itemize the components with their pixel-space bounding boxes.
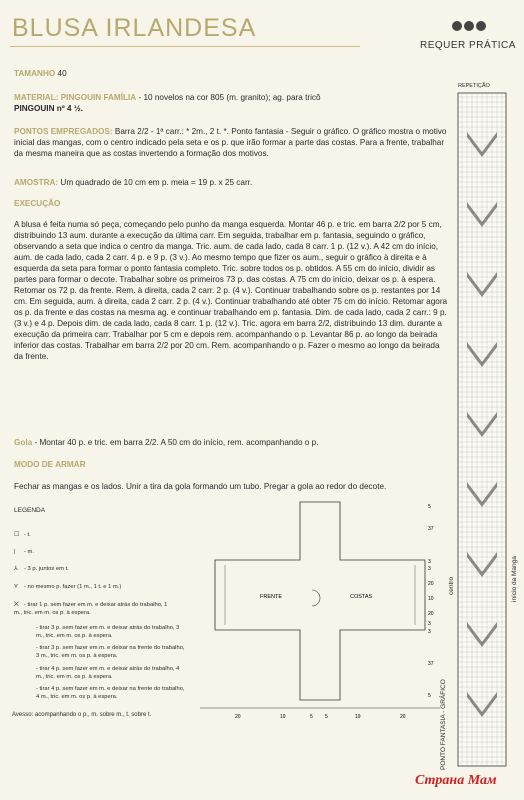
svg-text:19: 19 [355, 714, 361, 720]
legend-title: LEGENDA [14, 507, 46, 514]
legend-item: ⅄ - 3 p. juntos em t. [14, 566, 69, 572]
gola-block [14, 437, 450, 448]
chart-graph-label: PONTO FANTASIA - GRÁFICO [440, 679, 447, 770]
pontos-label: PONTOS EMPREGADOS: [14, 127, 113, 136]
legend-item: | - m. [14, 549, 34, 555]
modo-text: Fechar as mangas e os lados. Unir a tira da gola formando um tubo. Pregar a gola ao redor do decote. [14, 482, 387, 491]
svg-text:3: 3 [428, 629, 431, 635]
material-needle: PINGOUIN nº 4 ½. [14, 104, 83, 113]
material-label: MATERIAL: [14, 93, 59, 102]
material-block [14, 92, 450, 114]
yarn-balls-icon [452, 18, 488, 36]
gola-text: - Montar 40 p. e tric. em barra 2/2. A 50 cm do início, rem. acompanhando o p. [34, 438, 319, 447]
page-title: BLUSA IRLANDESA [12, 14, 257, 42]
pontos-block [14, 126, 450, 159]
garment-diagram [200, 490, 440, 725]
svg-text:3: 3 [428, 566, 431, 572]
svg-text:5: 5 [428, 504, 431, 510]
execucao-label [14, 198, 450, 209]
legend-item: ☐ - t. [14, 532, 31, 538]
legend-item: - tirar 3 p. sem fazer em m. e deixar atrás do trabalho, 3 m., tric. em m. os p. à espera. [36, 625, 180, 639]
legend-item: - tirar 4 p. sem fazer em m. e deixar na frente do trabalho, 4 m., tric. em m. os p. à espera. [36, 686, 185, 700]
svg-text:20: 20 [235, 714, 241, 720]
difficulty-label: REQUER PRÁTICA [420, 40, 516, 51]
chart-start-label: início da Manga [511, 556, 518, 602]
tamanho-value: 40 [57, 69, 67, 78]
pontos-text: Barra 2/2 - 1ª carr.: * 2m., 2 t. *. Ponto fantasia - Seguir o gráfico. O gráfico mostra o motivo inicial das mangas, com o centro indicado pela seta e os p. que irão formar a parte das costas. Para a frente, trabalhar da mesma maneira que as costas invertendo a formação dos motivos. [14, 127, 447, 158]
material-brand: PINGOUIN FAMÍLIA [60, 93, 137, 102]
legend-item: Y - no mesmo p. fazer (1 m., 1 t. e 1 m.) [14, 584, 122, 590]
gola-label: Gola [14, 438, 33, 447]
svg-text:37: 37 [428, 526, 434, 532]
execucao-heading: EXECUÇÃO [14, 199, 61, 208]
svg-text:20: 20 [428, 581, 434, 587]
execucao-text: A blusa é feita numa só peça, começando pelo punho da manga esquerda. Montar 46 p. e tric. em barra 2/2 por 5 cm, distribuindo 13 aum. durante a execução da última carr. Em seguida, trabalhar em p. fantasia, seguindo o gráfico, observando a seta que indica o centro da manga. Tric. aum. de cada lado, cada 8 carr. 1 p. (12 v.). A 42 cm do início, aum. de cada lado, cada 2 carr. 4 p. e 9 p. (3 v.). Ao mesmo tempo que fizer os aum., seguir o gráfico à direita e à esquerda da seta para formar o ponto fantasia completo. Tric. sobre todos os p. obtidos. A 55 cm do início, dividir as partes para formar o decote. Trabalhar sobre os primeiros 73 p. das costas. A 75 cm do início, deixar os p. à espera. Retomar os 72 p. da frente. Rem. à direita, cada 2 carr. 2 p. (4 v.). Continuar trabalhando sobre os p. restantes por 14 cm. Em seguida, aum. à direita, cada 2 carr. 2 p. (4 v.). Continuar trabalhando até obter 75 cm do início. Retomar agora os p. da frente e das costas na mesma ag. e continuar trabalhando em p. fantasia. Dim. de cada lado, cada 2 carr.: 9 p. (3 v.) e 4 p. Depois dim. de cada lado, cada 8 carr. 1 p. (12 v.). Tric. agora em barra 2/2, distribuindo 13 dim. durante a execução da primeira carr. Trabalhar por 5 cm e depois rem. acompanhando o p. Levantar 86 p. ao longo da beirada inferior das costas. Trabalhar em barra 2/2 por 20 cm. Rem. acompanhando o p. Fazer o mesmo ao longo da beirada da frente. [14, 220, 448, 361]
frente-label: FRENTE [260, 594, 282, 600]
tamanho-label: TAMANHO [14, 69, 56, 78]
amostra-label: AMOSTRA: [14, 178, 59, 187]
tamanho-line [14, 68, 450, 79]
right-dimensions [428, 504, 434, 699]
legend-item: - tirar 4 p. sem fazer em m. e deixar atrás do trabalho, 4 m., tric. em m. os p. à espera. [36, 666, 180, 680]
svg-text:20: 20 [400, 714, 406, 720]
modo-label [14, 459, 450, 470]
svg-text:5: 5 [428, 693, 431, 699]
svg-text:3: 3 [428, 621, 431, 627]
amostra-block [14, 177, 450, 188]
amostra-text: Um quadrado de 10 cm em p. meia = 19 p. x 25 carr. [60, 178, 253, 187]
svg-text:3: 3 [428, 559, 431, 565]
chart-center-label: centro [448, 576, 455, 595]
chart-repeat-label: REPETIÇÃO [458, 83, 490, 89]
watermark: Страна Мам [415, 773, 497, 788]
svg-text:19: 19 [280, 714, 286, 720]
costas-label: COSTAS [350, 594, 373, 600]
legend-item: ⨉ - tirar 1 p. sem fazer em m. e deixar atrás do trabalho, 1 m., tric. em m. os p. à espera. [14, 602, 168, 616]
svg-text:5: 5 [310, 714, 313, 720]
title-rule [10, 46, 360, 47]
svg-text:37: 37 [428, 661, 434, 667]
svg-text:5: 5 [325, 714, 328, 720]
stitch-chart [457, 92, 507, 767]
svg-text:10: 10 [428, 596, 434, 602]
bottom-dimensions [235, 714, 406, 720]
material-text: - 10 novelos na cor 805 (m. granito); ag. para tricô [138, 93, 321, 102]
modo-heading: MODO DE ARMAR [14, 460, 86, 469]
legend-item: - tirar 3 p. sem fazer em m. e deixar na frente do trabalho, 3 m., tric. em m. os p. à espera. [36, 645, 185, 659]
svg-text:20: 20 [428, 611, 434, 617]
legend-footnote: Avesso: acompanhando o p., m. sobre m., t. sobre t. [12, 712, 152, 718]
